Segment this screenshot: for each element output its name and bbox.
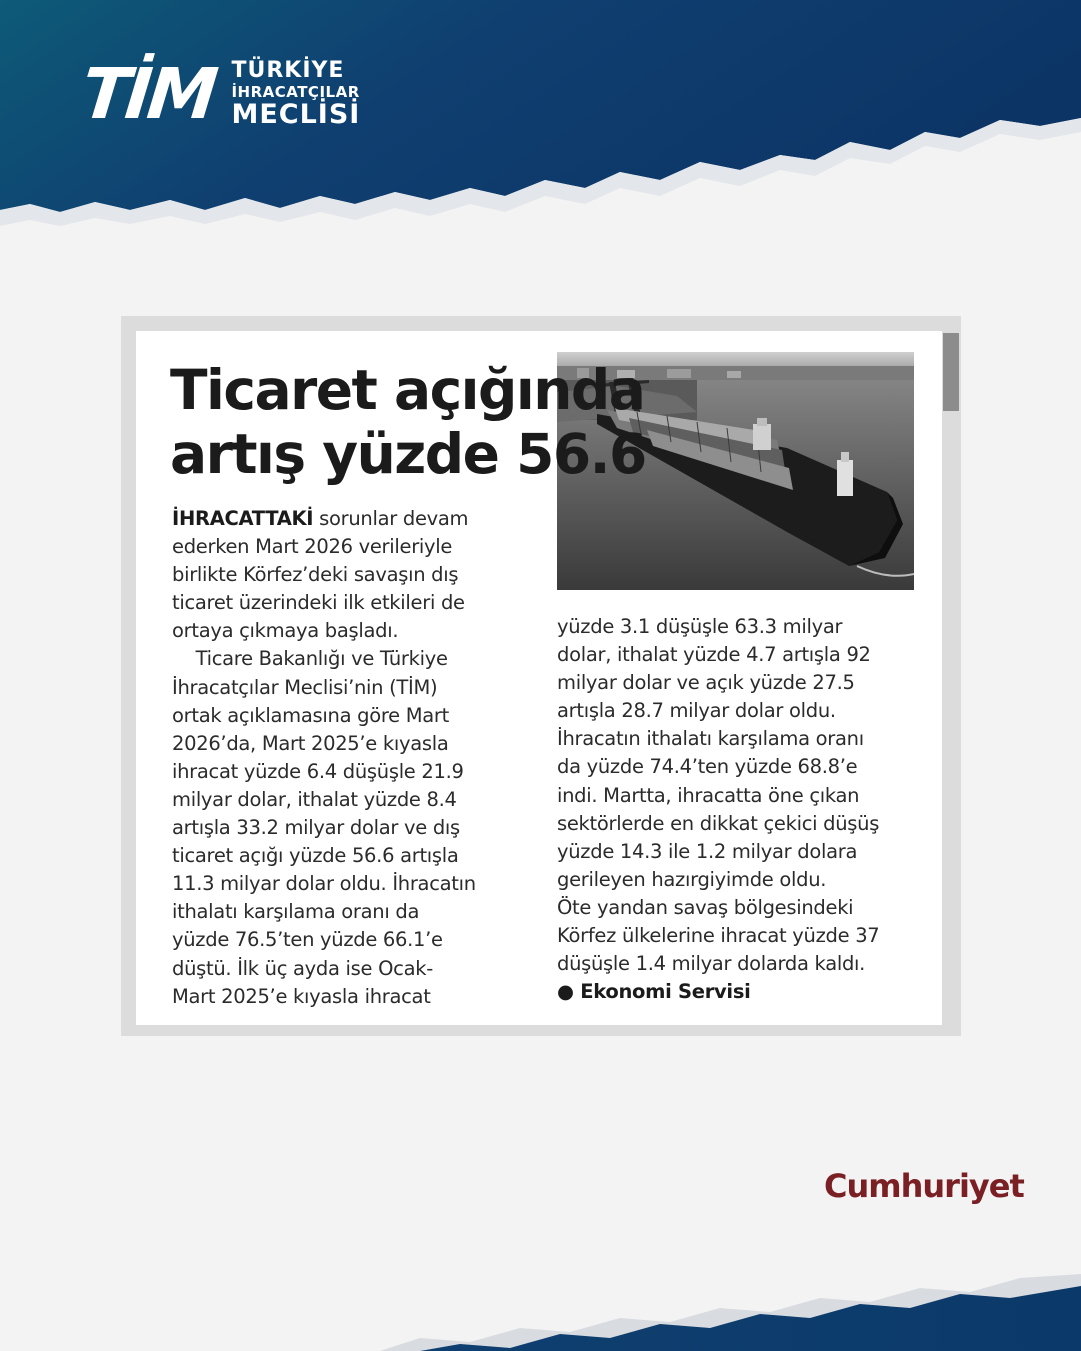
article-column-2	[557, 613, 879, 1006]
article-line: birlikte Körfez’deki savaşın dış	[172, 563, 459, 587]
article-line: milyar dolar, ithalat yüzde 8.4	[172, 787, 457, 811]
footer-background	[0, 1220, 1081, 1351]
article-line: ithalatı karşılama oranı da	[172, 900, 420, 924]
tim-logo-text	[231, 59, 360, 129]
scrollbar-thumb[interactable]	[943, 333, 959, 411]
article-line: dolar, ithalat yüzde 4.7 artışla 92	[557, 643, 871, 667]
article-line: artışla 28.7 milyar dolar oldu.	[557, 699, 836, 723]
article-line: Mart 2025’e kıyasla ihracat	[172, 984, 431, 1008]
logo-line-turkiye: TÜRKİYE	[231, 58, 345, 83]
article-line: İhracatçılar Meclisi’nin (TİM)	[172, 675, 438, 699]
article-line: ortaya çıkmaya başladı.	[172, 619, 399, 643]
article-line: 2026’da, Mart 2025’e kıyasla	[172, 731, 449, 755]
tim-logo-mark: TİM	[77, 53, 218, 135]
article-line: milyar dolar ve açık yüzde 27.5	[557, 671, 855, 695]
article-line: İhracatın ithalatı karşılama oranı	[557, 727, 864, 751]
article-line: ticaret üzerindeki ilk etkileri de	[172, 591, 465, 615]
headline-line: Ticaret açığında	[170, 358, 645, 422]
article-line: gerileyen hazırgiyimde oldu.	[557, 867, 827, 891]
article-line: artışla 33.2 milyar dolar ve dış	[172, 816, 460, 840]
article-line: Öte yandan savaş bölgesindeki	[557, 895, 854, 919]
article-line: 11.3 milyar dolar oldu. İhracatın	[172, 872, 476, 896]
article-line: Körfez ülkelerine ihracat yüzde 37	[557, 924, 880, 948]
tim-logo	[77, 53, 361, 135]
article-line: Ticare Bakanlığı ve Türkiye	[172, 647, 448, 671]
article-line: ihracat yüzde 6.4 düşüşle 21.9	[172, 759, 464, 783]
logo-line-meclisi: MECLİSİ	[231, 99, 361, 130]
article-line: yüzde 76.5’ten yüzde 66.1’e	[172, 928, 443, 952]
article-line	[172, 505, 476, 533]
article-text: sorunlar devam	[313, 507, 469, 530]
cumhuriyet-logo: Cumhuriyet	[824, 1167, 1024, 1205]
article-line: sektörlerde en dikkat çekici düşüş	[557, 811, 880, 835]
article-line: düşüşle 1.4 milyar dolarda kaldı.	[557, 952, 866, 976]
article-line: da yüzde 74.4’ten yüzde 68.8’e	[557, 755, 858, 779]
byline: ● Ekonomi Servisi	[557, 980, 751, 1004]
logo-line-ihracatcilar: İHRACATÇILAR	[231, 83, 360, 101]
lead-word: İHRACATTAKİ	[172, 507, 314, 530]
article-line: yüzde 3.1 düşüşle 63.3 milyar	[557, 615, 843, 638]
headline	[170, 358, 646, 486]
article-line: ticaret açığı yüzde 56.6 artışla	[172, 844, 459, 868]
article-column-1	[172, 505, 476, 1011]
headline-line: artış yüzde 56.6	[170, 422, 646, 486]
article-line: yüzde 14.3 ile 1.2 milyar dolara	[557, 839, 858, 863]
article-line: ortak açıklamasına göre Mart	[172, 703, 449, 727]
article-line: ederken Mart 2026 verileriyle	[172, 535, 453, 559]
article-line: düştü. İlk üç ayda ise Ocak-	[172, 956, 433, 980]
article-line: indi. Martta, ihracatta öne çıkan	[557, 783, 860, 807]
